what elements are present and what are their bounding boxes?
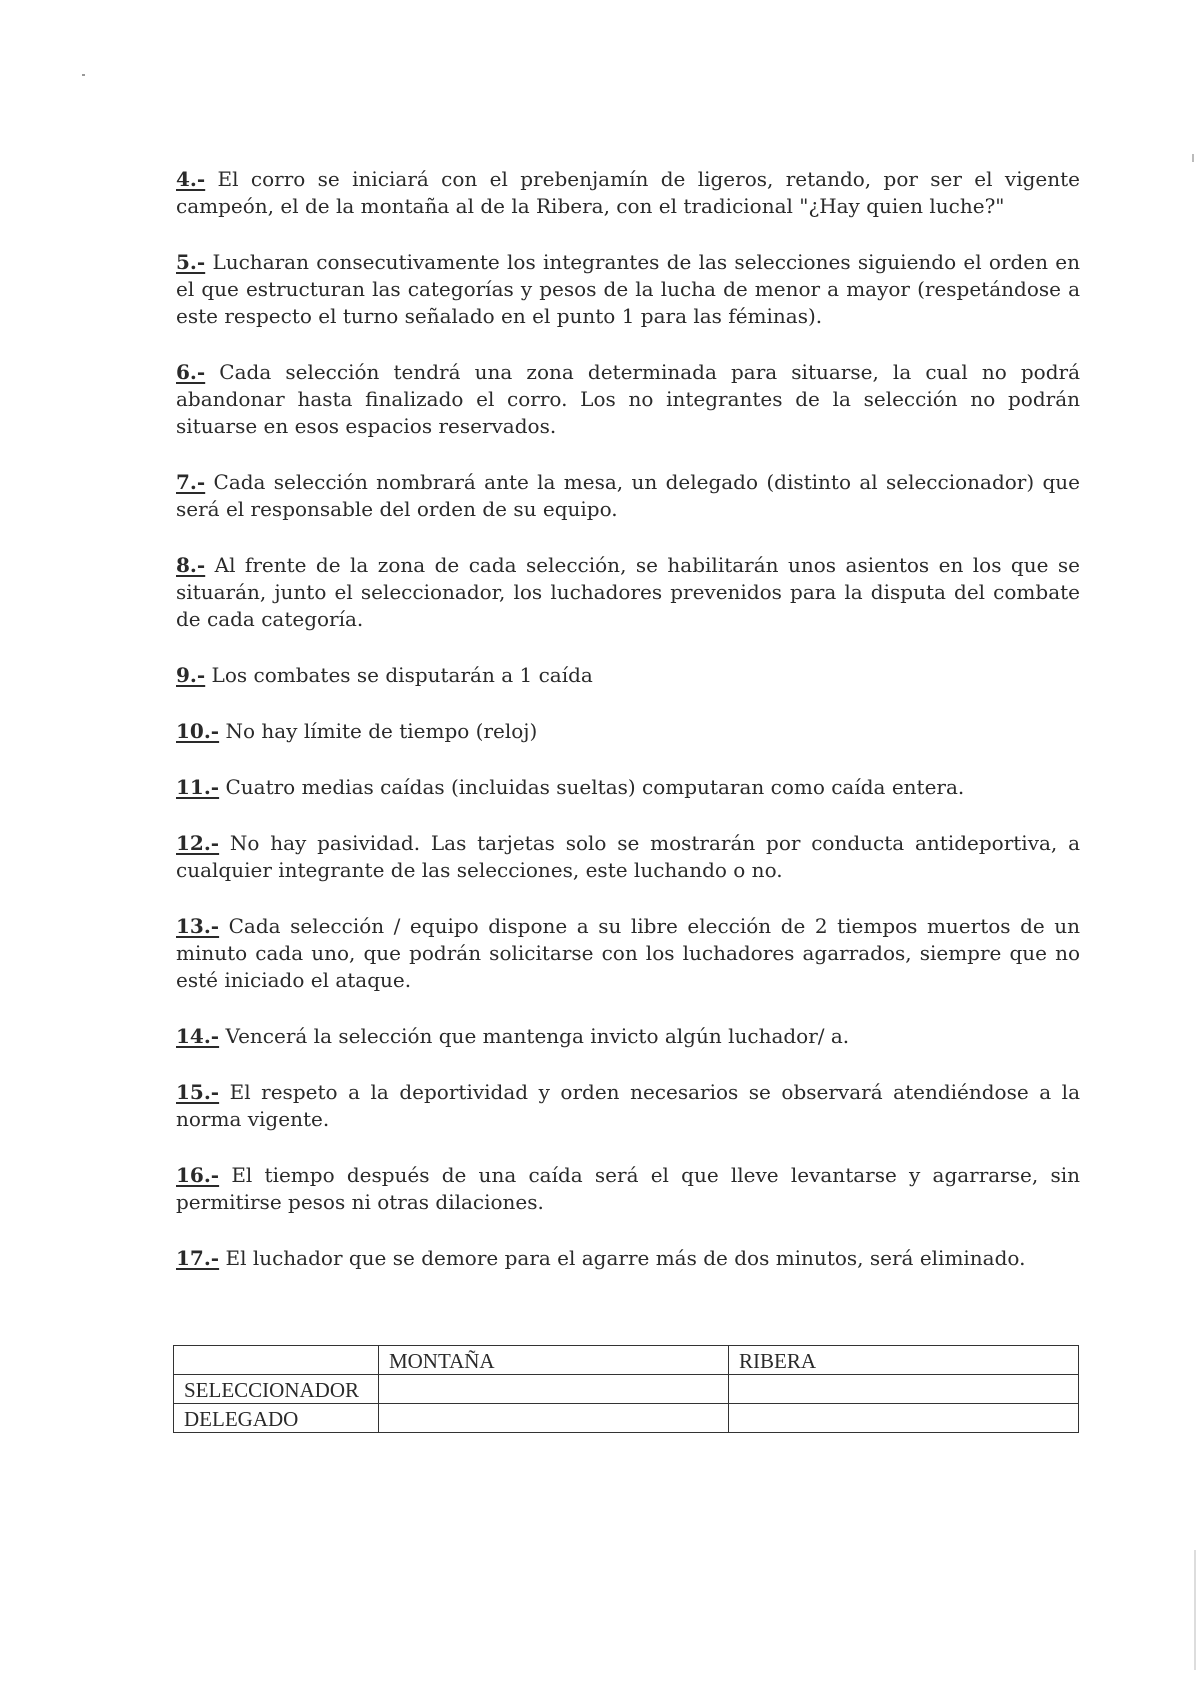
rule-item <box>176 774 1080 801</box>
rule-item <box>176 359 1080 440</box>
rule-text: El tiempo después de una caída será el que lleve levantarse y agarrarse, sin permitirse pesos ni otras dilaciones. <box>176 1163 1080 1214</box>
rule-number: 8.- <box>176 553 206 577</box>
table-row <box>174 1375 1079 1404</box>
rule-text: Cada selección nombrará ante la mesa, un delegado (distinto al seleccionador) que será el responsable del orden de su equipo. <box>176 470 1080 521</box>
rule-text: El luchador que se demore para el agarre más de dos minutos, será eliminado. <box>219 1246 1026 1270</box>
rule-number: 13.- <box>176 914 220 938</box>
rule-number: 4.- <box>176 167 206 191</box>
rule-number: 12.- <box>176 831 220 855</box>
scan-mark <box>1194 1550 1196 1670</box>
table-cell-empty <box>174 1346 379 1375</box>
rule-text: Cada selección tendrá una zona determinada para situarse, la cual no podrá abandonar hasta finalizado el corro. Los no integrantes de la selección no podrán situarse en esos espacios reservados. <box>176 360 1080 438</box>
rule-text: Cada selección / equipo dispone a su libre elección de 2 tiempos muertos de un minuto cada uno, que podrán solicitarse con los luchadores agarrados, siempre que no esté iniciado el ataque. <box>176 914 1080 992</box>
row-label-seleccionador: SELECCIONADOR <box>174 1375 379 1404</box>
rule-item <box>176 469 1080 523</box>
rule-item <box>176 913 1080 994</box>
rule-text: El respeto a la deportividad y orden necesarios se observará atendiéndose a la norma vigente. <box>176 1080 1080 1131</box>
field-delegado-montana[interactable] <box>378 1404 728 1433</box>
scan-mark <box>1192 154 1194 162</box>
rule-item <box>176 1245 1080 1272</box>
signature-table <box>173 1345 1079 1433</box>
rule-text: Vencerá la selección que mantenga invicto algún luchador/ a. <box>219 1024 850 1048</box>
rule-item <box>176 249 1080 330</box>
rule-number: 15.- <box>176 1080 220 1104</box>
rule-number: 9.- <box>176 663 206 687</box>
field-seleccionador-ribera[interactable] <box>729 1375 1079 1404</box>
column-header-ribera: RIBERA <box>729 1346 1079 1375</box>
rule-text: Lucharan consecutivamente los integrantes de las selecciones siguiendo el orden en el que estructuran las categorías y pesos de la lucha de menor a mayor (respetándose a este respecto el turno señalado en el punto 1 para las féminas). <box>176 250 1080 328</box>
scan-mark <box>82 74 85 76</box>
rule-item <box>176 1079 1080 1133</box>
rules-list <box>176 166 1080 1301</box>
rule-item <box>176 1162 1080 1216</box>
row-label-delegado: DELEGADO <box>174 1404 379 1433</box>
field-delegado-ribera[interactable] <box>729 1404 1079 1433</box>
rule-number: 11.- <box>176 775 220 799</box>
table-row <box>174 1404 1079 1433</box>
rule-text: No hay límite de tiempo (reloj) <box>219 719 538 743</box>
rule-item <box>176 662 1080 689</box>
column-header-montana: MONTAÑA <box>378 1346 728 1375</box>
rule-number: 7.- <box>176 470 206 494</box>
rule-text: Los combates se disputarán a 1 caída <box>205 663 593 687</box>
field-seleccionador-montana[interactable] <box>378 1375 728 1404</box>
rule-item <box>176 830 1080 884</box>
rule-text: Cuatro medias caídas (incluidas sueltas) computaran como caída entera. <box>219 775 965 799</box>
rule-number: 6.- <box>176 360 206 384</box>
rule-number: 17.- <box>176 1246 220 1270</box>
rule-number: 10.- <box>176 719 220 743</box>
rule-text: Al frente de la zona de cada selección, se habilitarán unos asientos en los que se situarán, junto el seleccionador, los luchadores prevenidos para la disputa del combate de cada categoría. <box>176 553 1080 631</box>
rule-text: El corro se iniciará con el prebenjamín de ligeros, retando, por ser el vigente campeón, el de la montaña al de la Ribera, con el tradicional "¿Hay quien luche?" <box>176 167 1080 218</box>
rule-item <box>176 552 1080 633</box>
rule-item <box>176 718 1080 745</box>
rule-item <box>176 166 1080 220</box>
table-header-row <box>174 1346 1079 1375</box>
rule-item <box>176 1023 1080 1050</box>
rule-number: 16.- <box>176 1163 220 1187</box>
rule-text: No hay pasividad. Las tarjetas solo se mostrarán por conducta antideportiva, a cualquier integrante de las selecciones, este luchando o no. <box>176 831 1080 882</box>
rule-number: 5.- <box>176 250 206 274</box>
rule-number: 14.- <box>176 1024 220 1048</box>
